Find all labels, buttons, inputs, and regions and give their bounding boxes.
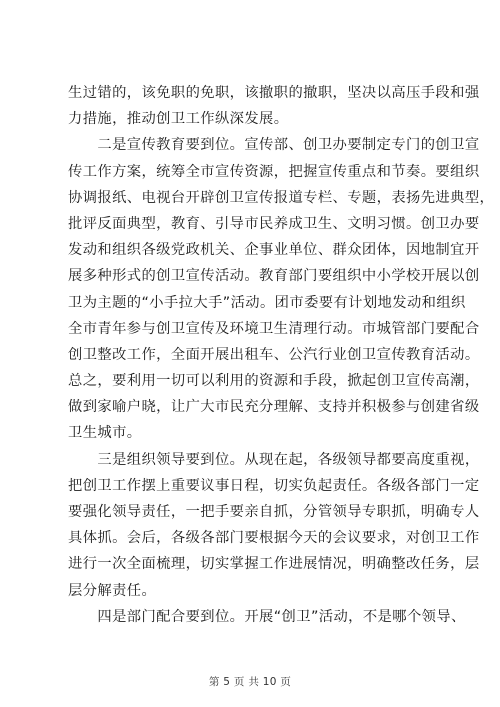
- text-line: 总之，要利用一切可以利用的资源和手段，掀起创卫宣传高潮，: [68, 373, 480, 390]
- text-line: 二是宣传教育要到位。宣传部、创卫办要制定专门的创卫宣: [68, 137, 480, 154]
- text-line: 具体抓。会后，各级各部门要根据今天的会议要求，对创卫工作: [68, 530, 480, 547]
- text-line: 展多种形式的创卫宣传活动。教育部门要组织中小学校开展以创: [68, 268, 480, 285]
- page-number-footer: 第 5 页 共 10 页: [208, 676, 292, 688]
- text-line: 卫生城市。: [68, 425, 142, 442]
- document-body: [68, 80, 495, 630]
- text-line: 发动和组织各级党政机关、企事业单位、群众团体，因地制宜开: [68, 242, 480, 259]
- text-line: 三是组织领导要到位。从现在起，各级领导都要高度重视，: [68, 451, 480, 468]
- text-line: 进行一次全面梳理，切实掌握工作进展情况，明确整改任务，层: [68, 556, 480, 573]
- text-line: 批评反面典型，教育、引导市民养成卫生、文明习惯。创卫办要: [68, 215, 480, 232]
- text-line: 要强化领导责任，一把手要亲自抓，分管领导专职抓，明确专人: [68, 504, 480, 520]
- text-line: 卫为主题的“小手拉大手”活动。团市委要有计划地发动和组织: [68, 294, 466, 311]
- body-text: [68, 80, 495, 630]
- text-line: 力措施，推动创卫工作纵深发展。: [68, 111, 289, 128]
- text-line: 创卫整改工作，全面开展出租车、公汽行业创卫宣传教育活动。: [68, 346, 480, 363]
- text-line: 全市青年参与创卫宣传及环境卫生清理行动。市城管部门要配合: [68, 320, 480, 337]
- text-line: 做到家喻户晓，让广大市民充分理解、支持并积极参与创建省级: [68, 399, 480, 416]
- text-line: 四是部门配合要到位。开展“创卫”活动，不是哪个领导、: [68, 608, 466, 625]
- text-line: 生过错的，该免职的免职，该撤职的撤职，坚决以高压手段和强: [68, 85, 480, 101]
- text-line: 传工作方案，统筹全市宣传资源，把握宣传重点和节奏。要组织: [68, 163, 480, 180]
- text-line: 层分解责任。: [68, 582, 157, 599]
- text-line: 协调报纸、电视台开辟创卫宣传报道专栏、专题，表扬先进典型，: [68, 189, 495, 206]
- text-line: 把创卫工作摆上重要议事日程，切实负起责任。各级各部门一定: [68, 477, 480, 494]
